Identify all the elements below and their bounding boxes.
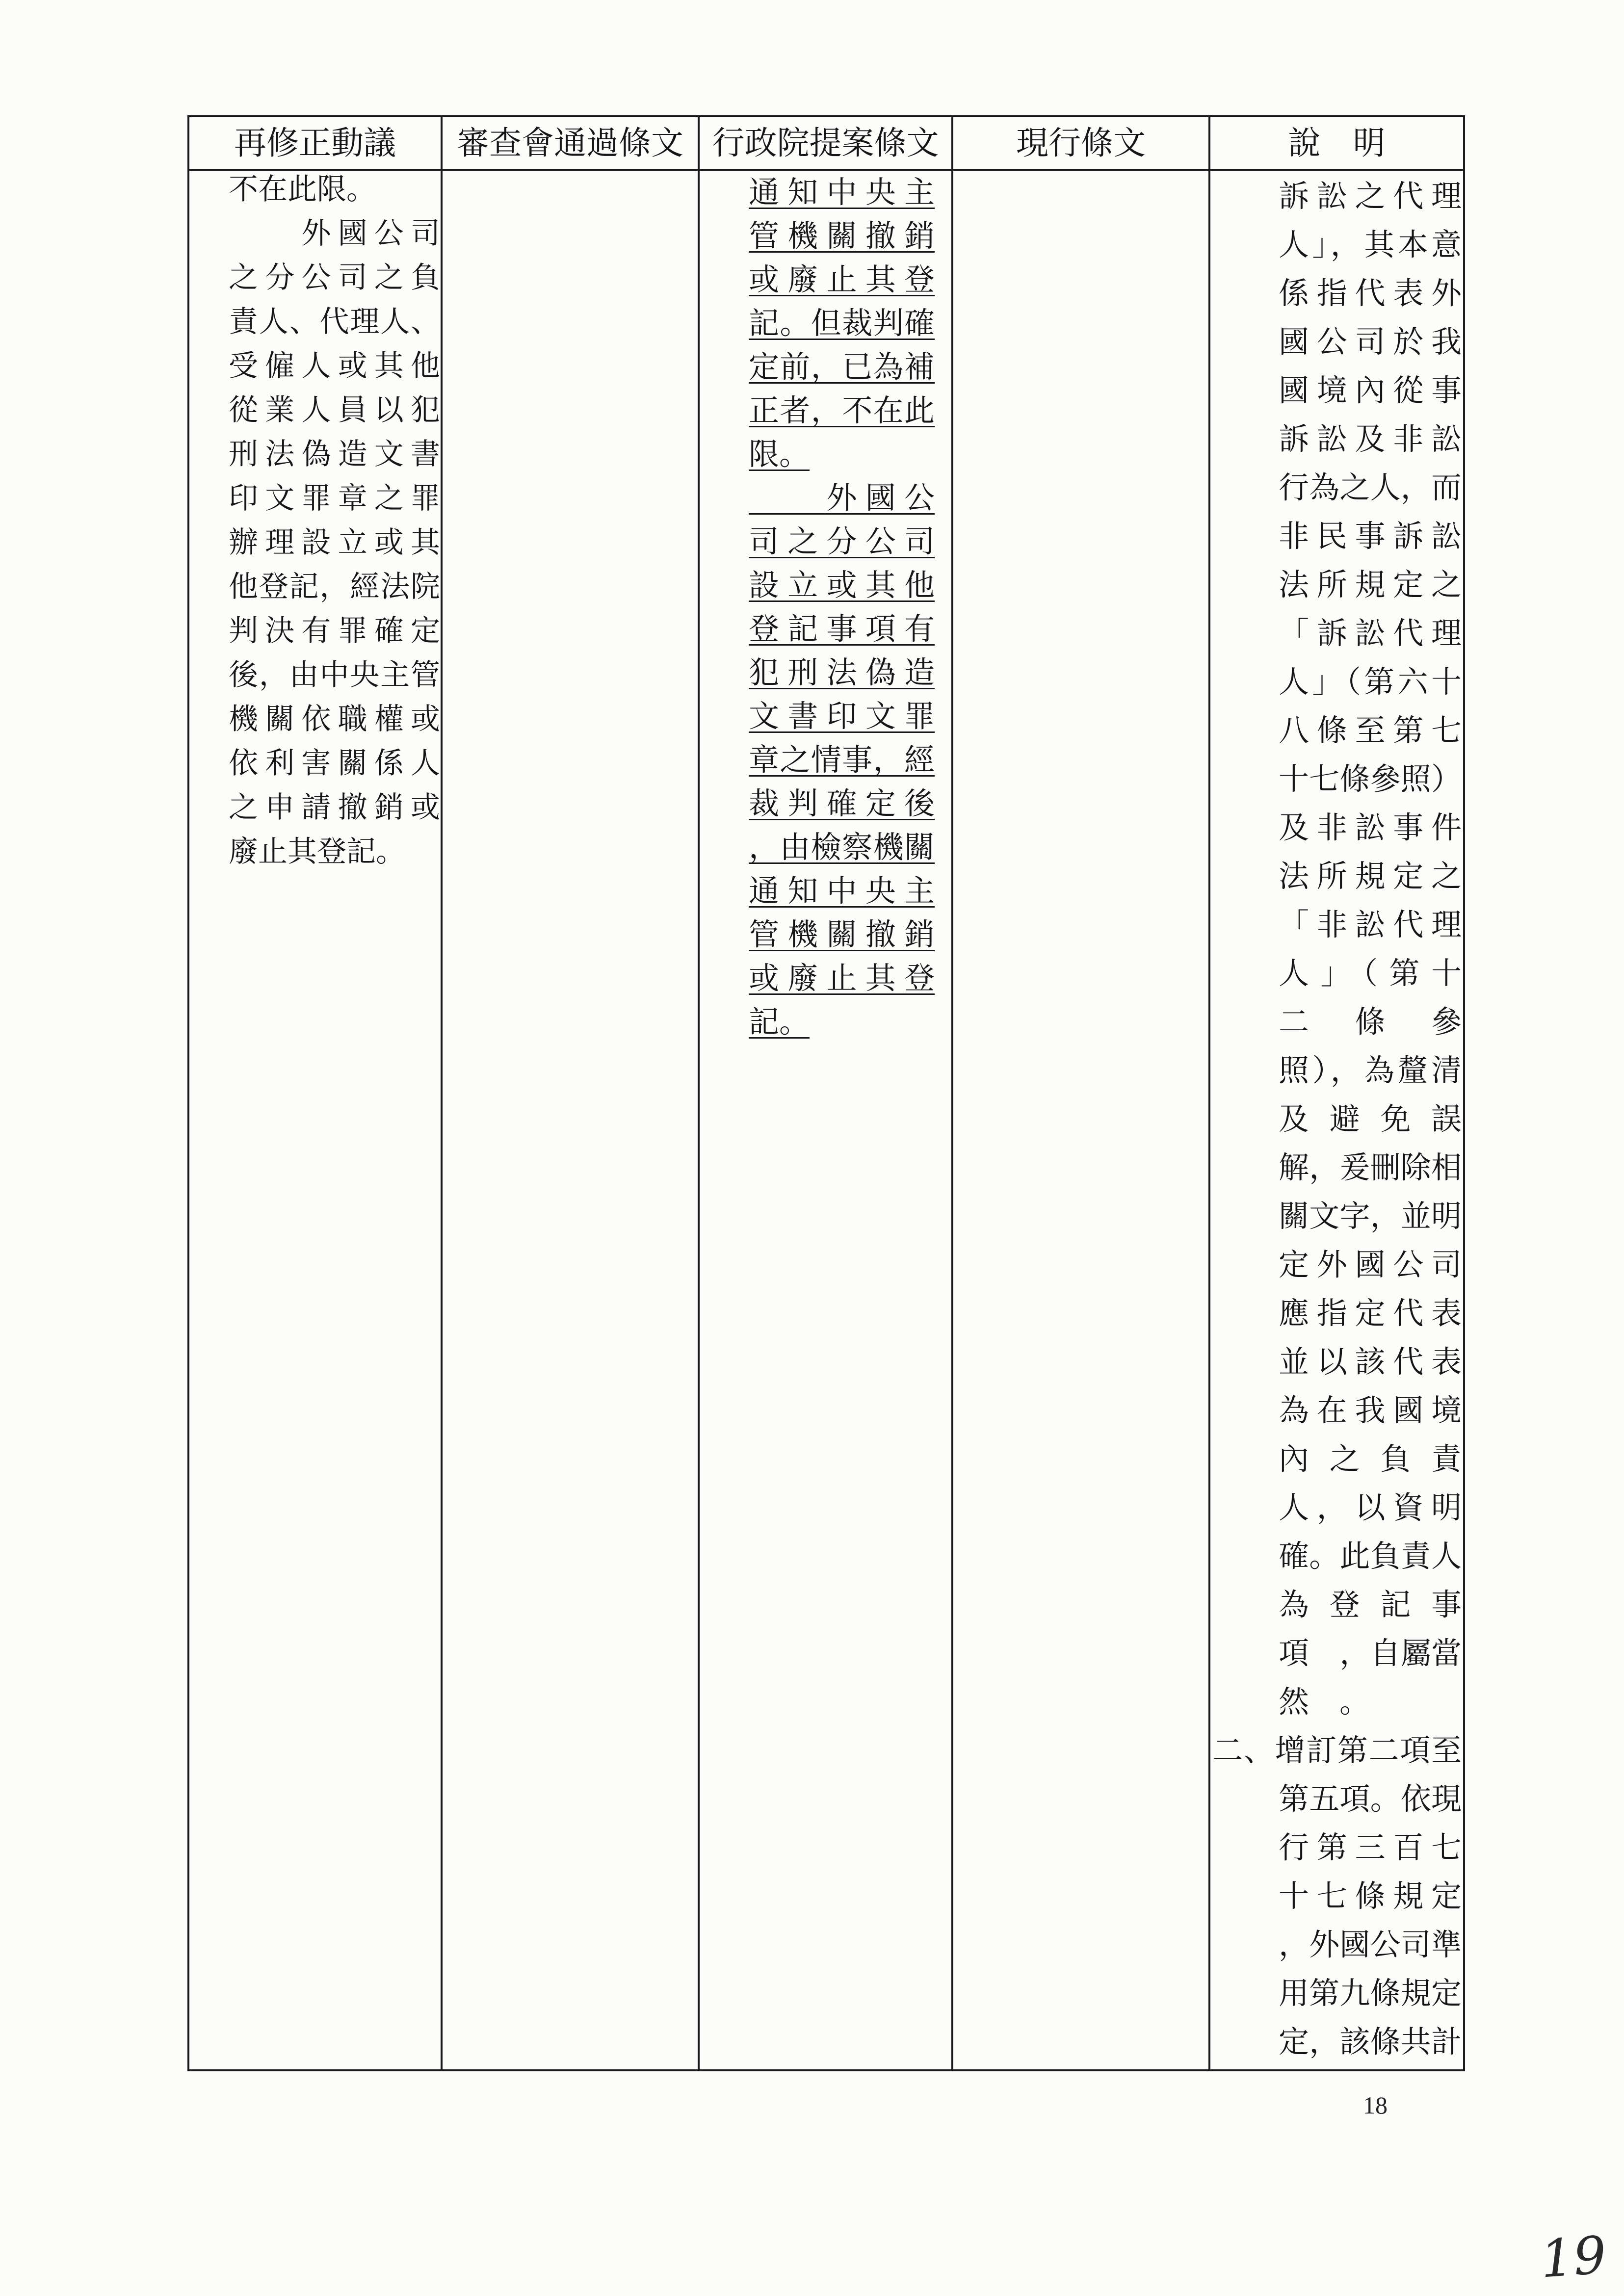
text-line: 人」（第六十 bbox=[1279, 664, 1462, 700]
column-divider bbox=[1208, 117, 1210, 2069]
text-line: 並以該代表 bbox=[1279, 1344, 1462, 1380]
text-line: 章之情事，經 bbox=[749, 742, 935, 778]
text-line: 第五項。依現 bbox=[1279, 1781, 1462, 1817]
text-line: 行第三百七 bbox=[1279, 1829, 1462, 1865]
text-line: 管機關撤銷 bbox=[749, 218, 935, 254]
text-line: 辦理設立或其 bbox=[229, 525, 440, 560]
text-line: 「非訟代理 bbox=[1279, 907, 1462, 942]
column-divider bbox=[951, 117, 953, 2069]
text-line: 法所規定之 bbox=[1279, 567, 1462, 602]
text-line: 之分公司之負 bbox=[229, 261, 440, 295]
text-line: 外國公司 bbox=[229, 216, 440, 251]
text-line: 二 條 參 bbox=[1279, 1004, 1462, 1040]
text-line: 責人、代理人、 bbox=[229, 305, 440, 339]
text-line: 內之負責 bbox=[1279, 1441, 1462, 1477]
text-line: 之申請撤銷或 bbox=[229, 790, 440, 825]
text-line: 文書印文罪 bbox=[749, 698, 935, 734]
text-line: 印文罪章之罪 bbox=[229, 481, 440, 516]
text-line: 設立或其他 bbox=[749, 567, 935, 603]
text-line: ，由檢察機關 bbox=[749, 829, 935, 865]
text-line: 照），為釐清 bbox=[1279, 1052, 1462, 1088]
header-executive-yuan-bill: 行政院提案條文 bbox=[712, 124, 939, 162]
text-line: 解，爰刪除相 bbox=[1279, 1149, 1462, 1185]
text-line: 定前，已為補 bbox=[749, 349, 935, 385]
text-line: 「訴訟代理 bbox=[1279, 615, 1462, 651]
text-line: 機關依職權或 bbox=[229, 702, 440, 736]
header-explanation: 說 明 bbox=[1288, 124, 1386, 162]
text-line: 定，該條共計 bbox=[1279, 2024, 1462, 2060]
text-line: 登記事項有 bbox=[749, 611, 935, 647]
text-line: 人」（第十 bbox=[1279, 955, 1462, 991]
text-line: 依利害關係人 bbox=[229, 746, 440, 781]
text-line: 人，以資明 bbox=[1279, 1489, 1462, 1525]
text-line: 定外國公司 bbox=[1279, 1247, 1462, 1282]
text-line: 國公司於我 bbox=[1279, 324, 1462, 360]
text-line: 不在此限。 bbox=[229, 172, 376, 207]
text-line: 後，由中央主管 bbox=[229, 658, 440, 692]
text-line: 或廢止其登 bbox=[749, 960, 935, 996]
page-number: 18 bbox=[1363, 2091, 1388, 2119]
text-line: 然 。 bbox=[1279, 1684, 1370, 1720]
text-line: 廢止其登記。 bbox=[229, 835, 405, 869]
header-current-law: 現行條文 bbox=[1016, 124, 1146, 162]
explanation-text bbox=[1212, 172, 1462, 2066]
text-line: 通知中央主 bbox=[749, 873, 935, 909]
text-line: 記。但裁判確 bbox=[749, 305, 935, 341]
text-line: 十七條規定 bbox=[1279, 1878, 1462, 1914]
text-line: 國境內從事 bbox=[1279, 372, 1462, 408]
text-line: 八條至第七 bbox=[1279, 712, 1462, 748]
text-line: 或廢止其登 bbox=[749, 261, 935, 297]
text-line: 限。 bbox=[749, 436, 810, 472]
comparison-table bbox=[187, 115, 1465, 2071]
text-line: 項 ，自屬當 bbox=[1279, 1635, 1462, 1671]
text-line: 受僱人或其他 bbox=[229, 349, 440, 383]
handwritten-page-mark: 19 bbox=[1538, 2225, 1608, 2290]
text-line: 記。 bbox=[749, 1004, 810, 1040]
text-line: 非民事訴訟 bbox=[1279, 518, 1462, 554]
text-line: 法所規定之 bbox=[1279, 858, 1462, 894]
text-line: 二、增訂第二項至 bbox=[1212, 1732, 1462, 1768]
text-line: 外國公 bbox=[749, 480, 935, 516]
revised-motion-text bbox=[229, 167, 440, 874]
text-line: 他登記，經法院 bbox=[229, 570, 440, 604]
header-committee-passed: 審查會通過條文 bbox=[457, 124, 683, 162]
text-line: 行為之人，而 bbox=[1279, 470, 1462, 505]
text-line: 訴訟及非訟 bbox=[1279, 421, 1462, 457]
text-line: 為登記事 bbox=[1279, 1587, 1462, 1622]
text-line: 及非訟事件 bbox=[1279, 809, 1462, 845]
text-line: 管機關撤銷 bbox=[749, 916, 935, 952]
text-line: 司之分公司 bbox=[749, 523, 935, 559]
text-line: 正者，不在此 bbox=[749, 392, 935, 428]
text-line: 通知中央主 bbox=[749, 174, 935, 210]
text-line: 裁判確定後 bbox=[749, 785, 935, 821]
text-line: 判決有罪確定 bbox=[229, 614, 440, 648]
text-line: 為在我國境 bbox=[1279, 1392, 1462, 1428]
text-line: 犯刑法偽造 bbox=[749, 654, 935, 690]
text-line: 十七條參照） bbox=[1279, 761, 1462, 797]
text-line: 刑法偽造文書 bbox=[229, 437, 440, 471]
text-line: 係指代表外 bbox=[1279, 275, 1462, 311]
text-line: 訴訟之代理 bbox=[1279, 178, 1462, 214]
text-line: 確。此負責人 bbox=[1279, 1538, 1462, 1574]
executive-yuan-bill-text bbox=[749, 170, 935, 1044]
text-line: 應指定代表 bbox=[1279, 1295, 1462, 1331]
header-revised-motion: 再修正動議 bbox=[234, 124, 396, 162]
text-line: 用第九條規定 bbox=[1279, 1975, 1462, 2011]
text-line: 及避免誤 bbox=[1279, 1101, 1462, 1137]
text-line: ，外國公司準 bbox=[1279, 1927, 1462, 1962]
column-divider bbox=[441, 117, 443, 2069]
text-line: 人」，其本意 bbox=[1279, 227, 1462, 262]
text-line: 關文字，並明 bbox=[1279, 1198, 1462, 1234]
column-divider bbox=[698, 117, 700, 2069]
text-line: 從業人員以犯 bbox=[229, 393, 440, 427]
